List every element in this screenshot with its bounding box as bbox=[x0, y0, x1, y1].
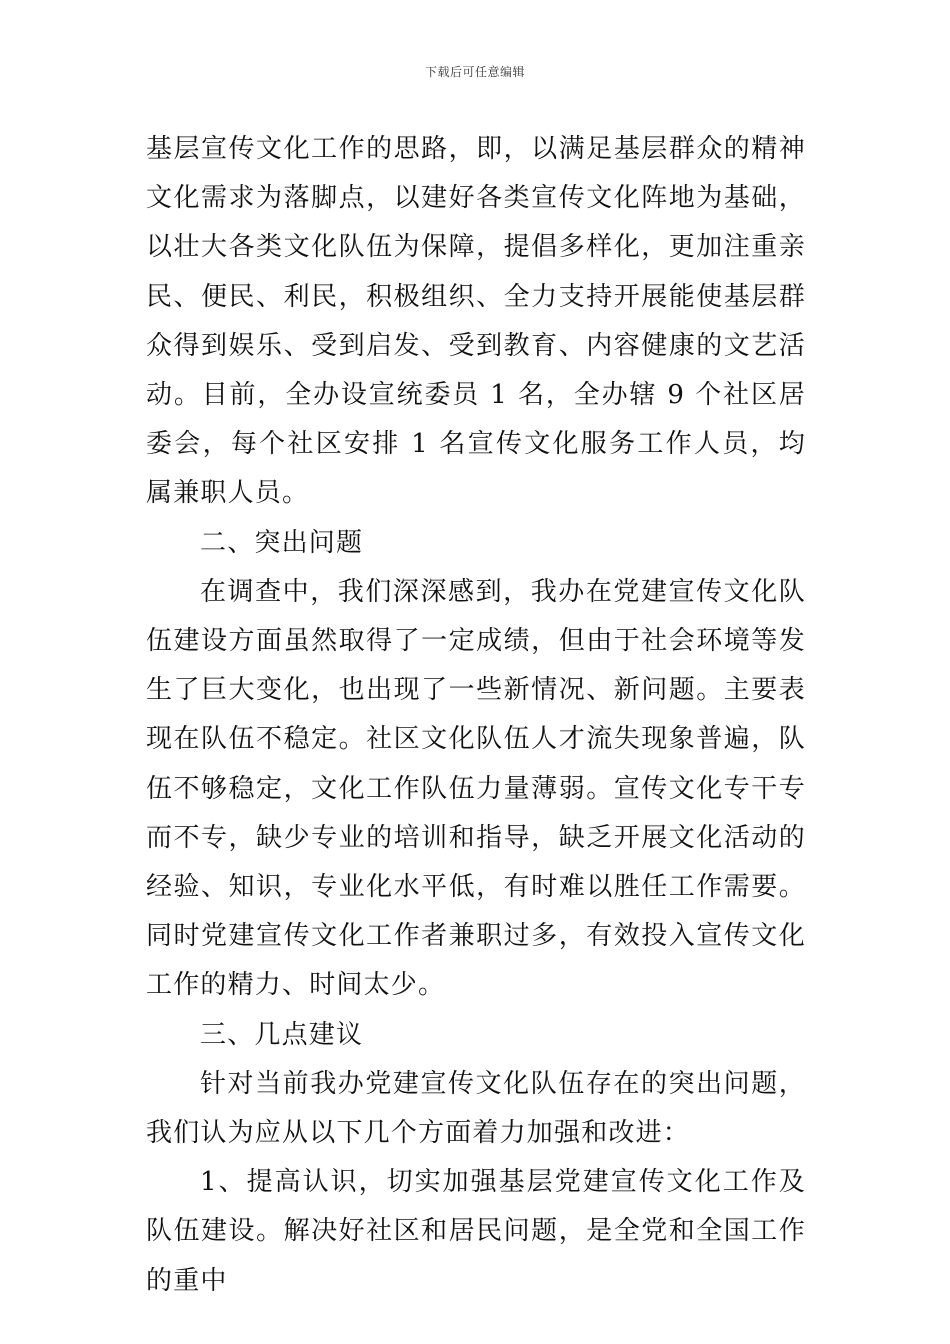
section-heading-suggestions: 三、几点建议 bbox=[200, 1019, 364, 1050]
paragraph-problems: 在调查中，我们深深感到，我办在党建宣传文化队伍建设方面虽然取得了一定成绩，但由于社会环境等发生了巨大变化，也出现了一些新情况、新问题。主要表现在队伍不稳定。社区文化队伍人才流失现象普遍，队伍不够稳定，文化工作队伍力量薄弱。宣传文化专干专而不专，缺少专业的培训和指导，缺乏开展文化活动的经验、知识，专业化水平低，有时难以胜任工作需要。同时党建宣传文化工作者兼职过多，有效投入宣传文化工作的精力、时间太少。 bbox=[146, 576, 806, 1001]
document-body bbox=[146, 125, 806, 1306]
paragraph-work-approach: 基层宣传文化工作的思路，即，以满足基层群众的精神文化需求为落脚点，以建好各类宣传文化阵地为基础，以壮大各类文化队伍为保障，提倡多样化，更加注重亲民、便民、利民，积极组织、全力支持开展能使基层群众得到娱乐、受到启发、受到教育、内容健康的文艺活动。目前，全办设宣统委员 1 名，全办辖 9 个社区居委会，每个社区安排 1 名宣传文化服务工作人员，均属兼职人员。 bbox=[146, 134, 806, 509]
header-note: 下载后可任意编辑 bbox=[424, 65, 525, 79]
paragraph-suggestion-1: 1、提高认识，切实加强基层党建宣传文化工作及队伍建设。解决好社区和居民问题，是全党和全国工作的重中 bbox=[146, 1167, 806, 1296]
section-heading-problems: 二、突出问题 bbox=[200, 527, 364, 558]
paragraph-suggestions-intro: 针对当前我办党建宣传文化队伍存在的突出问题，我们认为应从以下几个方面着力加强和改进： bbox=[146, 1068, 806, 1149]
